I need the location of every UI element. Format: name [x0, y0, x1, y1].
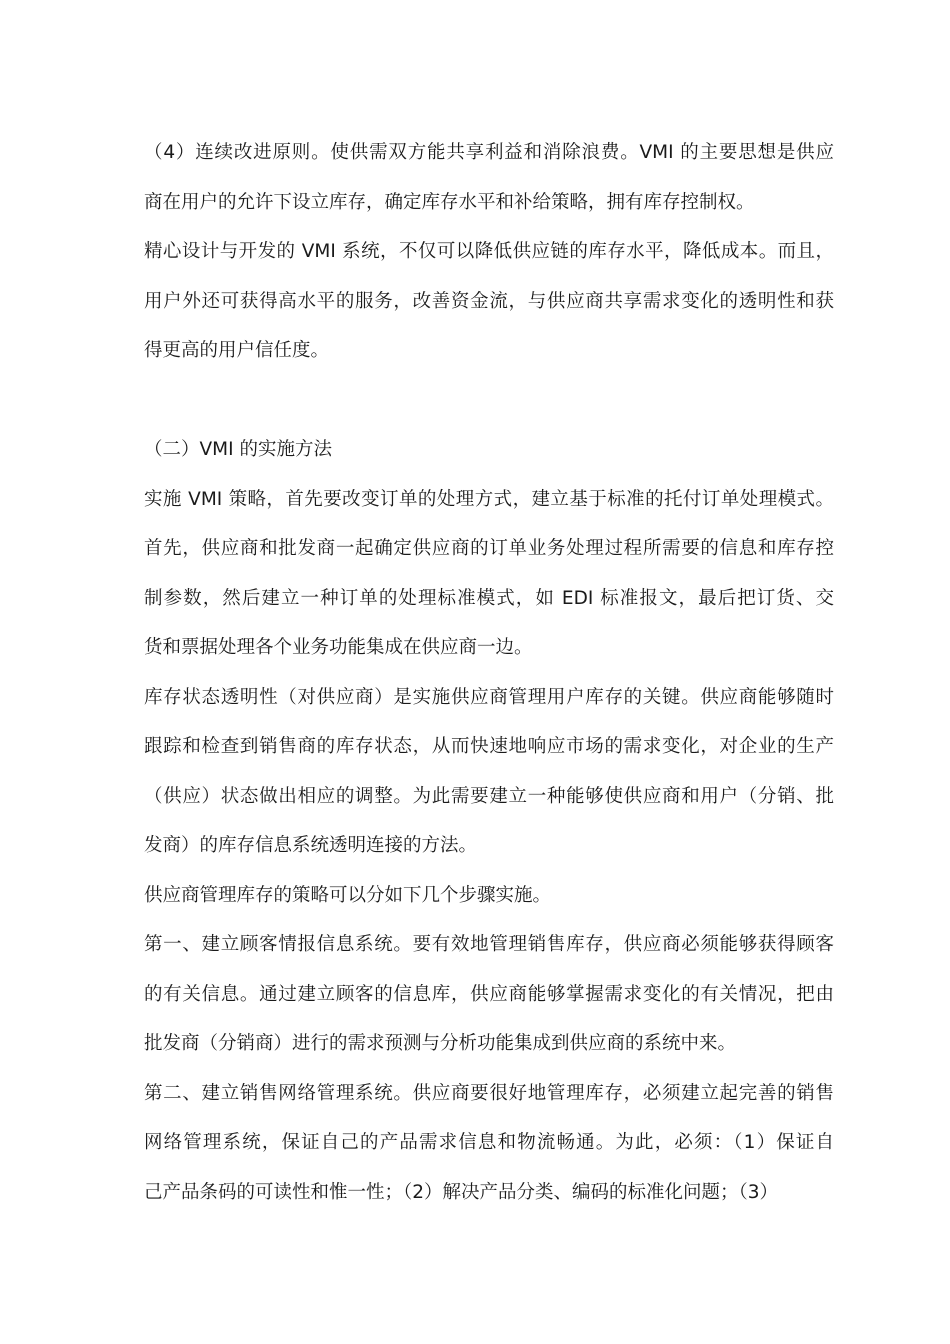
text-line: 网络管理系统，保证自己的产品需求信息和物流畅通。为此，必须：（1）保证自: [144, 1132, 834, 1153]
text-line: 第二、建立销售网络管理系统。供应商要很好地管理库存，必须建立起完善的销售: [144, 1082, 834, 1104]
document-body: [144, 128, 844, 1217]
text-line: 供应商管理库存的策略可以分如下几个步骤实施。: [144, 884, 552, 906]
text-line: （供应）状态做出相应的调整。为此需要建立一种能够使供应商和用户（分销、批: [144, 785, 834, 807]
text-line: 第一、建立顾客情报信息系统。要有效地管理销售库存，供应商必须能够获得顾客: [144, 934, 834, 955]
text-line: 制参数，然后建立一种订单的处理标准模式，如 EDI 标准报文，最后把订货、交: [144, 587, 834, 609]
text-line: 商在用户的允许下设立库存，确定库存水平和补给策略，拥有库存控制权。: [144, 191, 755, 213]
text-line: 库存状态透明性（对供应商）是实施供应商管理用户库存的关键。供应商能够随时: [144, 686, 834, 708]
text-line: 货和票据处理各个业务功能集成在供应商一边。: [144, 637, 533, 658]
text-line: 批发商（分销商）进行的需求预测与分析功能集成到供应商的系统中来。: [144, 1033, 737, 1054]
text-line: 精心设计与开发的 VMI 系统，不仅可以降低供应链的库存水平，降低成本。而且，: [144, 241, 834, 262]
section-heading: （二）VMI 的实施方法: [144, 439, 332, 460]
text-line: 的有关信息。通过建立顾客的信息库，供应商能够掌握需求变化的有关情况，把由: [144, 983, 834, 1005]
text-line: 用户外还可获得高水平的服务，改善资金流，与供应商共享需求变化的透明性和获: [144, 290, 834, 312]
text-line: （4）连续改进原则。使供需双方能共享利益和消除浪费。VMI 的主要思想是供应: [144, 142, 834, 163]
text-line: 首先，供应商和批发商一起确定供应商的订单业务处理过程所需要的信息和库存控: [144, 538, 834, 559]
text-line: 发商）的库存信息系统透明连接的方法。: [144, 835, 478, 856]
text-line: 跟踪和检查到销售商的库存状态，从而快速地响应市场的需求变化，对企业的生产: [144, 736, 834, 757]
text-line: 己产品条码的可读性和惟一性；（2）解决产品分类、编码的标准化问题；（3）: [144, 1181, 779, 1203]
text-line: 得更高的用户信任度。: [144, 340, 330, 361]
paragraph-spacer: [144, 376, 844, 426]
text-line: 实施 VMI 策略，首先要改变订单的处理方式，建立基于标准的托付订单处理模式。: [144, 488, 834, 510]
